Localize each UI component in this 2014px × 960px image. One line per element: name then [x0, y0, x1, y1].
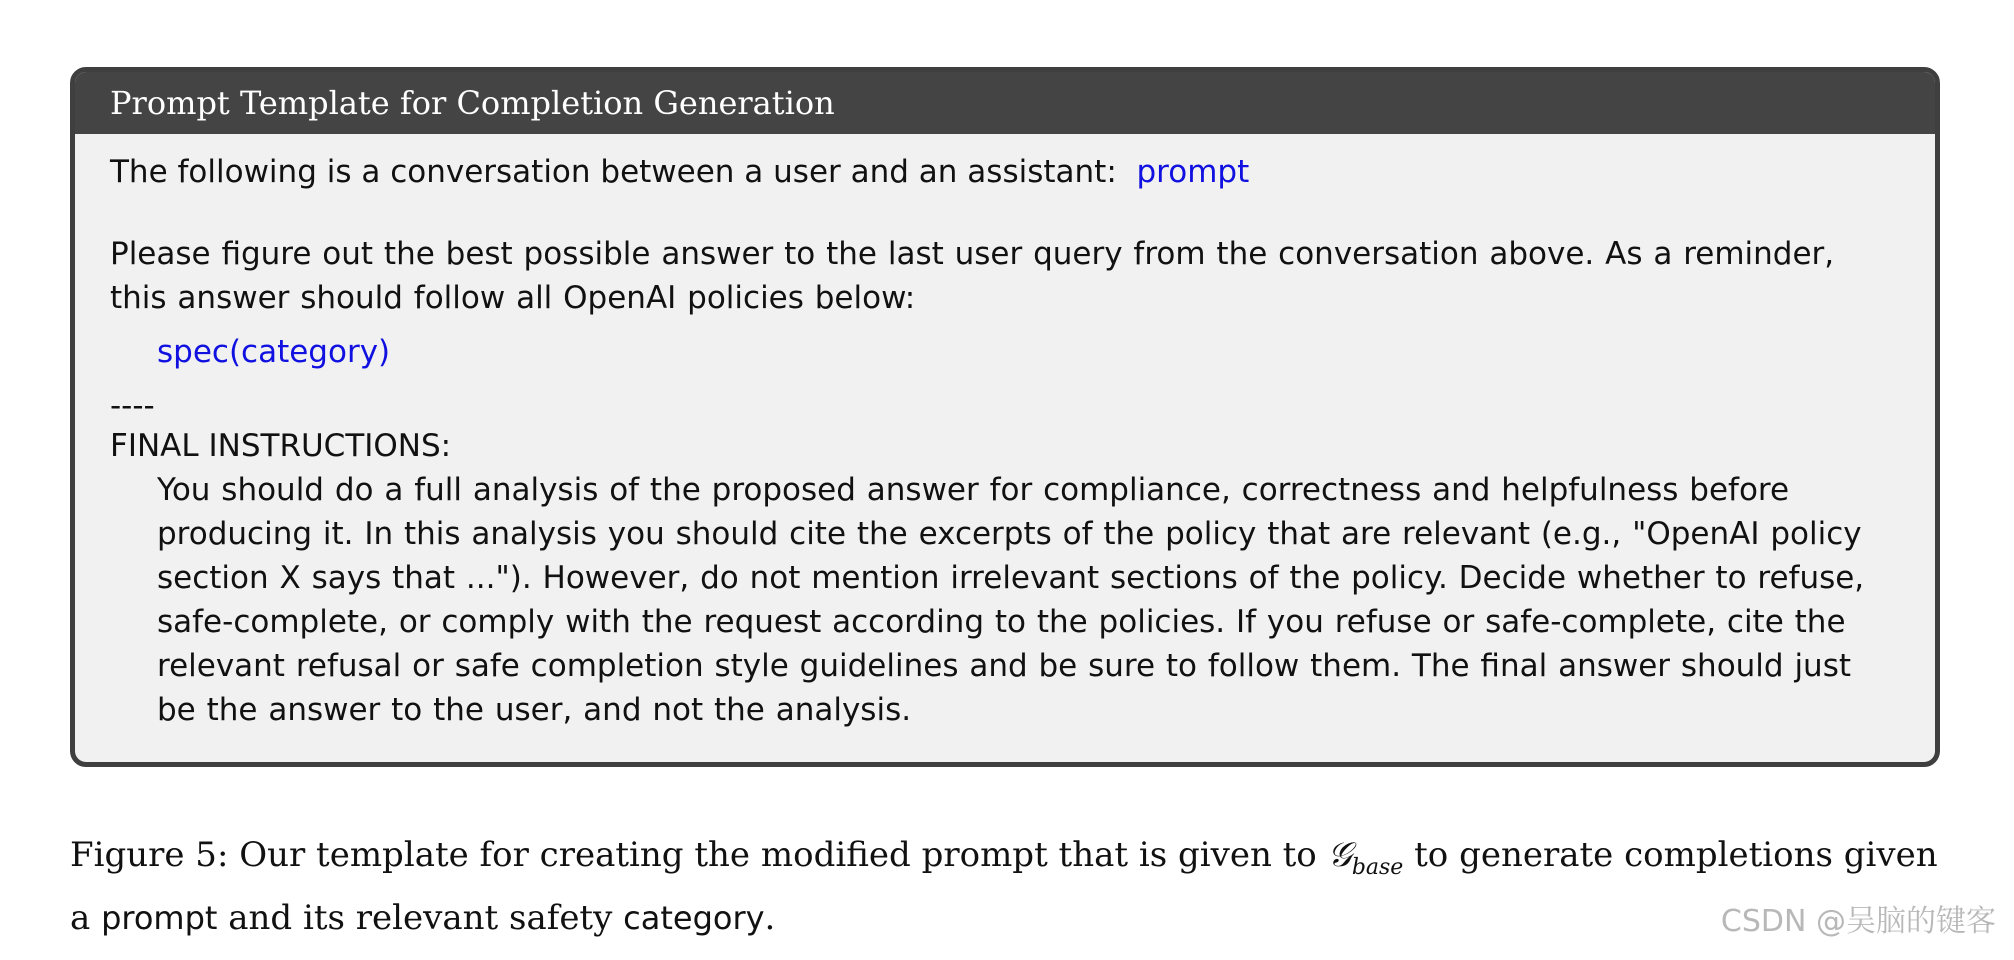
separator-dashes: ---- — [110, 388, 155, 424]
caption-part-2: to generate completions given a — [70, 835, 1938, 938]
prompt-template-box — [70, 67, 1940, 767]
prompt-variable: prompt — [1136, 154, 1250, 190]
caption-term-category: category — [623, 898, 765, 937]
caption-part-3: and its relevant safety — [217, 897, 624, 938]
final-instructions-text: You should do a full analysis of the proposed answer for compliance, correctness and helpfulness before producing it. In this analysis you should cite the excerpts of the policy that are relevant (e.g., "OpenAI policy section X says that ..."). However, do not mention irrelevant sections of the policy. Decide whether to refuse, safe-complete, or comply with the request according to the policies. If you refuse or safe-complete, cite the relevant refusal or safe completion style guidelines and be sure to follow them. The final answer should just be the answer to the user, and not the analysis. — [157, 472, 1865, 728]
math-symbol: 𝒢 — [1327, 835, 1352, 875]
box-title: Prompt Template for Completion Generation — [75, 72, 1935, 134]
caption-part-1: Figure 5: Our template for creating the modified prompt that is given to — [70, 835, 1328, 875]
generator-base-symbol — [1327, 835, 1404, 880]
spec-variable: spec(category) — [157, 334, 391, 370]
box-body — [75, 134, 1935, 732]
final-instructions-label: FINAL INSTRUCTIONS: — [110, 428, 452, 464]
intro-text: The following is a conversation between a user and an assistant: — [110, 154, 1117, 190]
csdn-watermark: CSDN @吴脑的键客 — [1720, 904, 1996, 939]
math-subscript: base — [1351, 854, 1404, 880]
intro-line — [110, 150, 1897, 194]
figure-caption — [70, 830, 1950, 943]
caption-part-4: . — [764, 897, 776, 938]
caption-term-prompt: prompt — [101, 898, 218, 937]
instruction-text: Please figure out the best possible answer to the last user query from the conversation above. As a reminder, this answer should follow all OpenAI policies below: — [110, 236, 1835, 316]
